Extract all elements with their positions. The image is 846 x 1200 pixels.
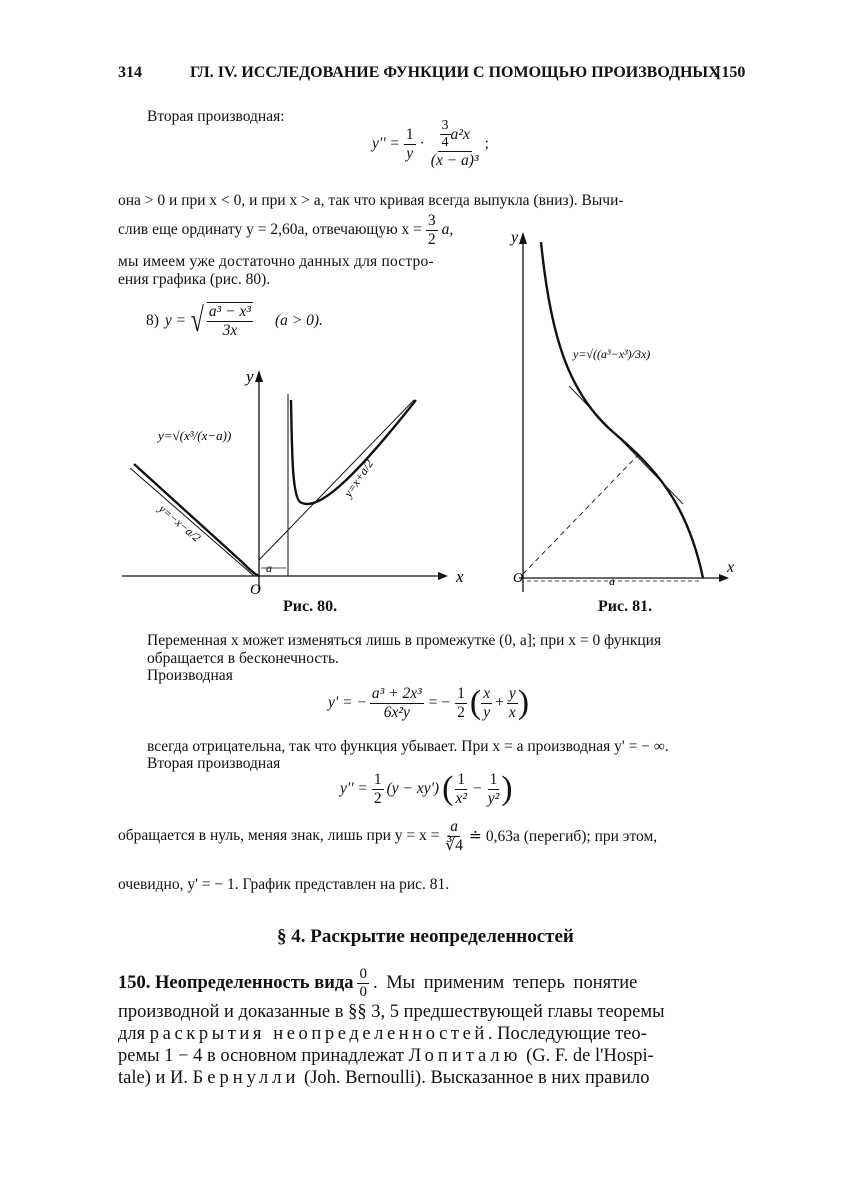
line2-tail: a, (441, 221, 454, 239)
line2-frac (426, 212, 438, 249)
eq3-in2-num: 1 (489, 770, 498, 788)
eq2-in2-den: x (508, 703, 516, 721)
p3-text: обращается в нуль, меняя знак, лишь при y = x = (118, 827, 440, 845)
text-line: всегда отрицательна, так что функция убывает. При x = a производная y' = − ∞. (147, 738, 669, 755)
curve-left-branch (134, 464, 259, 576)
para150-line5-b: (Joh. Bernoulli). Высказанное в них правило (304, 1068, 650, 1088)
equation-3 (340, 770, 513, 808)
figure-80 (118, 360, 478, 600)
eq3-in2 (486, 771, 502, 808)
fig80-a-label: a (266, 561, 272, 575)
figure-80-caption: Рис. 80. (283, 598, 338, 615)
line2-frac-num: 3 (427, 212, 436, 229)
eq1-coef (404, 126, 416, 163)
eq3-half (372, 771, 384, 808)
eq2-in2 (507, 685, 518, 722)
para150-line3-a: для (118, 1024, 146, 1044)
eq3-half-num: 1 (373, 770, 382, 788)
text-line: Переменная x может изменяться лишь в промежутке (0, a]; при x = 0 функция (147, 632, 662, 649)
y-axis-arrow-icon (255, 370, 263, 382)
eq2-half-num: 1 (457, 684, 465, 702)
curve (541, 242, 703, 578)
fig81-a-label: a (609, 574, 615, 588)
eq2-mid: = − (428, 694, 451, 711)
para150-line4-spaced: Лопиталю (408, 1046, 522, 1066)
section-ref: [150 (716, 64, 746, 81)
eq2-lhs: y' = − (328, 694, 367, 711)
figure-81-caption: Рис. 81. (598, 598, 653, 615)
fig81-y-label: y (511, 229, 519, 246)
eq1-main-frac (429, 118, 481, 170)
running-head: ГЛ. IV. ИССЛЕДОВАНИЕ ФУНКЦИИ С ПОМОЩЬЮ ПРОИЗВОДНЫХ (190, 64, 720, 81)
paren-close-icon: ) (517, 684, 530, 721)
eq1-coef-den: y (406, 144, 414, 162)
eq2-den: 6x²y (383, 703, 410, 721)
para150-line4-a: ремы 1 − 4 в основном принадлежат (118, 1046, 404, 1066)
eq3-in2-den: y² (487, 789, 500, 807)
eq1-num (438, 118, 472, 152)
eq3-minus: − (472, 780, 482, 797)
para150-frac-den: 0 (359, 984, 367, 1001)
para150-frac-num: 0 (357, 966, 369, 984)
para150-line1-rest: . Мы применим теперь понятие (372, 973, 638, 994)
text-line: она > 0 и при x < 0, и при x > a, так что кривая всегда выпукла (вниз). Вычи- (118, 192, 624, 209)
para150-line5 (118, 1068, 650, 1089)
fig81-x-label: x (727, 559, 735, 576)
second-derivative-label-2: Вторая производная (147, 755, 281, 772)
fig81-origin-label: O (513, 571, 524, 586)
eq3-in1-den: x² (455, 789, 467, 807)
para150-line4 (118, 1046, 654, 1067)
eq2-in1 (481, 685, 492, 722)
para150-line5-a: tale) и И. (118, 1068, 188, 1088)
fig80-asymptote-right-label: y=x+a/2 (340, 456, 377, 500)
sqrt-sign-icon: √ (190, 301, 205, 339)
eq1-coef-num: 1 (405, 125, 414, 143)
para150-line3-spaced: раскрытия неопределенностей (149, 1024, 488, 1044)
item8-label: 8) (146, 311, 159, 329)
text-line: очевидно, y' = − 1. График представлен на рис. 81. (118, 876, 450, 893)
asymptote-left-line (130, 468, 254, 576)
dashed-line (523, 454, 639, 574)
p3-frac-den: ∛4 (445, 836, 463, 854)
fig80-origin-label: O (250, 582, 261, 598)
para150-line5-spaced: Бернулли (192, 1068, 300, 1088)
para150-line4-b: (G. F. de l'Hospi- (526, 1046, 654, 1066)
fig80-y-label: y (246, 367, 254, 386)
eq2-in1-den: y (483, 703, 491, 721)
eq2-half (455, 685, 467, 722)
text-line-p3 (118, 818, 657, 855)
eq1-num-var: a²x (450, 125, 470, 143)
p3-frac-num: a (450, 818, 459, 835)
equation-2 (328, 684, 529, 722)
para150-line2: производной и доказанные в §§ 3, 5 предшествующей главы теоремы (118, 1002, 665, 1022)
line2-text: слив еще ординату y = 2,60a, отвечающую x = (118, 221, 422, 239)
para150-line3-b: . Последующие тео- (487, 1024, 647, 1044)
eq3-mid: (y − xy') (386, 780, 440, 797)
eq1-lhs: y'' = (372, 135, 400, 152)
eq2-in1-num: x (483, 684, 491, 702)
text-line: ения графика (рис. 80). (118, 271, 271, 288)
section-title: § 4. Раскрытие неопределенностей (277, 926, 574, 947)
para150-line1 (118, 966, 637, 1002)
item8-den: 3x (222, 321, 238, 339)
eq2-half-den: 2 (457, 703, 465, 721)
text-line: мы имеем уже достаточно данных для постро- (118, 253, 434, 270)
fig80-curve-label: y=√(x³/(x−a)) (158, 428, 232, 443)
p3-frac (443, 818, 465, 855)
page-number: 314 (118, 64, 142, 81)
asymptote-right-line (259, 400, 414, 560)
item-8 (146, 302, 323, 340)
eq1-den: (x − a)³ (430, 152, 479, 170)
fig80-asymptote-left-label: y=−x−a/2 (156, 501, 204, 545)
para150-frac (357, 966, 369, 1002)
item8-frac (207, 302, 253, 340)
second-derivative-label: Вторая производная: (147, 108, 285, 125)
para150-line3 (118, 1024, 647, 1045)
fig81-curve-label: y=√((a³−x³)/3x) (573, 347, 651, 361)
eq2-plus: + (495, 694, 504, 711)
para150-lead: 150. Неопределенность вида (118, 973, 354, 994)
eq2-frac (370, 685, 424, 722)
line2-frac-den: 2 (427, 230, 436, 248)
item8-num: a³ − x³ (208, 303, 251, 320)
eq3-lhs: y'' = (340, 780, 368, 797)
item8-y: y = (164, 311, 187, 329)
x-axis-arrow-icon (438, 572, 448, 580)
eq2-in2-num: y (508, 684, 516, 702)
item8-cond: (a > 0). (274, 311, 323, 329)
text-line-2 (118, 212, 453, 249)
equation-1: y'' = $\frac{1}{y}$ · $\frac{3}{4}$ a²x (x − a)³ ; (372, 118, 489, 170)
eq1-num-bottom: 4 (441, 135, 449, 151)
eq1-tail: ; (484, 135, 489, 152)
eq2-num: a³ + 2x³ (371, 684, 422, 702)
paren-open-icon: ( (442, 770, 454, 807)
eq3-in1 (453, 771, 469, 808)
eq3-half-den: 2 (373, 789, 382, 807)
y-axis-arrow-icon (519, 232, 527, 244)
eq3-in1-num: 1 (457, 770, 466, 788)
fig80-x-label: x (456, 567, 464, 586)
eq1-num-top: 3 (440, 118, 451, 135)
derivative-label: Производная (147, 667, 233, 684)
p3-tail: ≐ 0,63a (перегиб); при этом, (469, 827, 658, 845)
paren-open-icon: ( (469, 684, 482, 721)
text-line: обращается в бесконечность. (147, 650, 339, 667)
paren-close-icon: ) (501, 770, 513, 807)
tangent-line (569, 386, 683, 504)
figure-81 (505, 222, 745, 598)
